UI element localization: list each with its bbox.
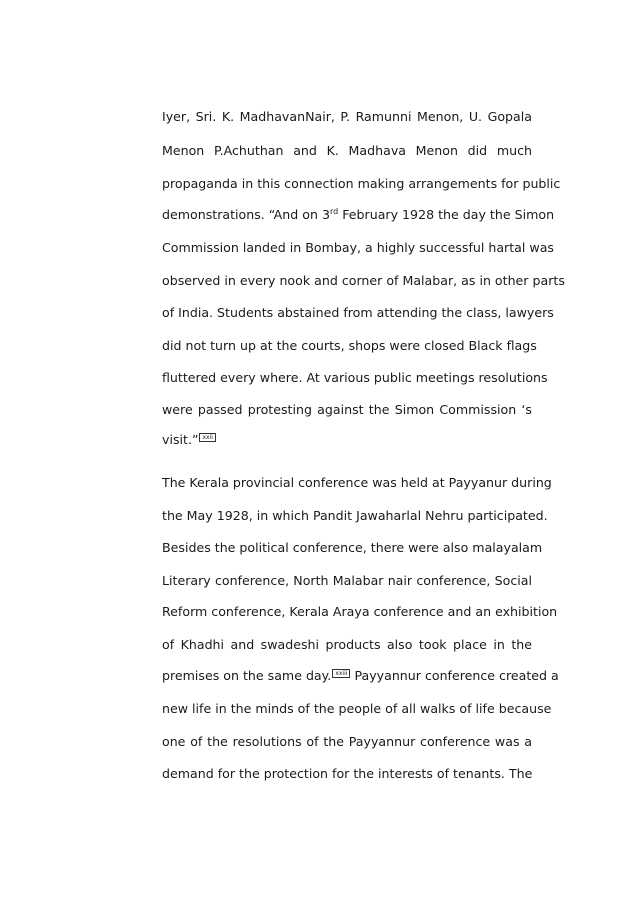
body-text-line: Reform conference, Kerala Araya conference and an exhibition: [162, 604, 558, 619]
body-text-line: observed in every nook and corner of Malabar, as in other parts: [162, 273, 565, 288]
ordinal-superscript: rd: [329, 206, 339, 216]
body-text-line: of Khadhi and swadeshi products also took place in the: [162, 637, 532, 652]
body-text-line: Literary conference, North Malabar nair conference, Social: [162, 573, 532, 588]
body-text-line: Commission landed in Bombay, a highly successful hartal was: [162, 240, 554, 255]
body-text-line: the May 1928, in which Pandit Jawaharlal Nehru participated.: [162, 508, 548, 523]
text-fragment: Payyannur conference created a: [354, 668, 559, 683]
text-fragment: visit.”: [162, 432, 199, 447]
text-fragment: demonstrations. “And on 3: [162, 207, 330, 222]
body-text-line: [162, 206, 555, 223]
body-text-line: were passed protesting against the Simon Commission ‘s: [162, 402, 532, 417]
body-text-line: propaganda in this connection making arrangements for public: [162, 176, 561, 191]
body-text-line: one of the resolutions of the Payyannur conference was a: [162, 734, 532, 749]
body-text-line: of India. Students abstained from attending the class, lawyers: [162, 305, 554, 320]
body-text-line: [162, 668, 559, 684]
body-text-line: Menon P.Achuthan and K. Madhava Menon did much: [162, 143, 532, 158]
body-text-line: did not turn up at the courts, shops were closed Black flags: [162, 338, 537, 353]
body-text-line: new life in the minds of the people of all walks of life because: [162, 701, 552, 716]
footnote-marker[interactable]: xxii: [199, 433, 215, 442]
body-text-line: fluttered every where. At various public meetings resolutions: [162, 370, 548, 385]
body-text-line: Besides the political conference, there were also malayalam: [162, 540, 543, 555]
footnote-marker[interactable]: xxiii: [332, 669, 350, 678]
text-fragment: February 1928 the day the Simon: [342, 207, 555, 222]
body-text-line: Iyer, Sri. K. MadhavanNair, P. Ramunni Menon, U. Gopala: [162, 109, 532, 124]
body-text-line: The Kerala provincial conference was held at Payyanur during: [162, 475, 552, 490]
text-fragment: premises on the same day.: [162, 668, 332, 683]
body-text-line: demand for the protection for the interests of tenants. The: [162, 766, 533, 781]
body-text-line: [162, 432, 532, 448]
